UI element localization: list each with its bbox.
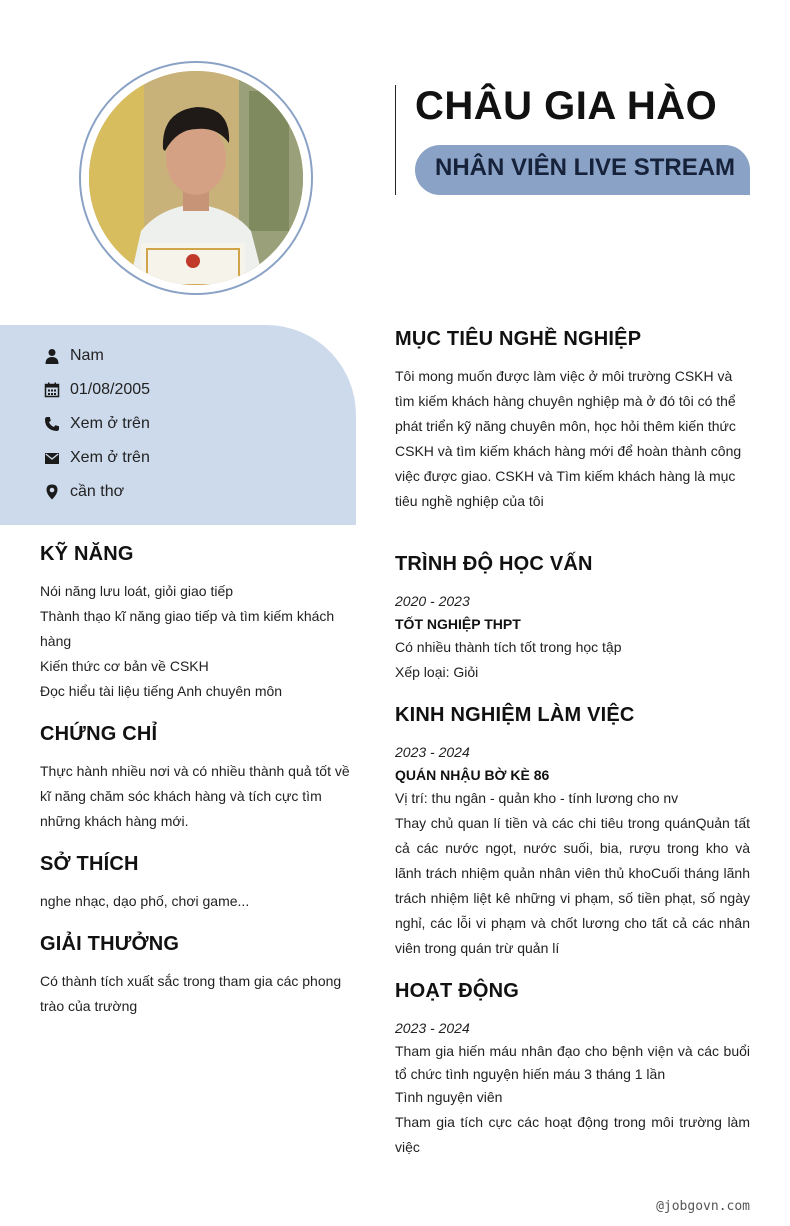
objective-heading: MỤC TIÊU NGHỀ NGHIỆP xyxy=(395,328,642,350)
experience-position: Vị trí: thu ngân - quản kho - tính lương cho nv xyxy=(395,790,679,806)
calendar-icon xyxy=(44,382,60,398)
gender-value: Nam xyxy=(70,347,104,364)
education-details xyxy=(395,635,750,685)
profile-photo xyxy=(89,71,303,285)
skill-item: Kiến thức cơ bản về CSKH xyxy=(40,658,209,674)
birthday-value: 01/08/2005 xyxy=(70,381,151,398)
address-value: cần thơ xyxy=(70,483,125,500)
awards-heading: GIẢI THƯỞNG xyxy=(40,933,180,955)
profile-photo-illustration xyxy=(89,71,303,285)
activities-period: 2023 - 2024 xyxy=(395,1020,470,1036)
certificates-text: Thực hành nhiều nơi và có nhiều thành quả tốt về kĩ năng chăm sóc khách hàng và tích cực tìm những khách hàng mới. xyxy=(40,763,350,829)
education-period: 2020 - 2023 xyxy=(395,593,470,609)
skills-list xyxy=(40,579,350,704)
contact-gender xyxy=(44,344,104,368)
phone-icon xyxy=(44,416,60,432)
education-line: Xếp loại: Giỏi xyxy=(395,664,479,680)
education-line: Có nhiều thành tích tốt trong học tập xyxy=(395,639,622,655)
watermark: @jobgovn.com xyxy=(656,1199,750,1214)
activities-line: Tình nguyện viên xyxy=(395,1089,503,1105)
full-name: CHÂU GIA HÀO xyxy=(415,84,718,128)
person-icon xyxy=(44,348,60,364)
skill-item: Nói năng lưu loát, giỏi giao tiếp xyxy=(40,583,234,599)
awards-text: Có thành tích xuất sắc trong tham gia các phong trào của trường xyxy=(40,973,342,1014)
experience-description: Thay chủ quan lí tiền và các chi tiêu trong quánQuản tất cả các nước ngọt, nước suối, bia, rượu trong kho và lãnh trách nhiệm quản nhân viên thủ khoCuối tháng lãnh trách nhiệm liệt kê những vi phạm, số tiền phạt, số ngày nghỉ, các lỗi vi phạm và chốt lương cho tất cả các nhân viên trong quán trừ quản lí xyxy=(395,815,750,956)
activities-line: Tham gia hiến máu nhân đạo cho bệnh viện và các buổi tổ chức tình nguyện hiến máu 3 tháng 1 lần xyxy=(395,1043,750,1082)
header-divider xyxy=(395,85,396,195)
experience-heading: KINH NGHIỆM LÀM VIỆC xyxy=(395,704,635,726)
contact-birthday xyxy=(44,378,150,402)
phone-value: Xem ở trên xyxy=(70,415,150,432)
hobbies-heading: SỞ THÍCH xyxy=(40,853,139,875)
experience-company: QUÁN NHẬU BỜ KÈ 86 xyxy=(395,767,550,783)
certificates-heading: CHỨNG CHỈ xyxy=(40,723,158,745)
experience-period: 2023 - 2024 xyxy=(395,744,470,760)
contact-email xyxy=(44,446,150,470)
activities-line: Tham gia tích cực các hoạt động trong môi trường làm việc xyxy=(395,1114,750,1155)
skills-heading: KỸ NĂNG xyxy=(40,543,134,565)
hobbies-text: nghe nhạc, dạo phố, chơi game... xyxy=(40,893,250,909)
contact-phone xyxy=(44,412,150,436)
mail-icon xyxy=(44,450,60,466)
location-pin-icon xyxy=(44,484,60,500)
skill-item: Đọc hiểu tài liệu tiếng Anh chuyên môn xyxy=(40,683,283,699)
contact-address xyxy=(44,480,124,504)
skill-item: Thành thạo kĩ năng giao tiếp và tìm kiếm khách hàng xyxy=(40,608,335,649)
job-title: NHÂN VIÊN LIVE STREAM xyxy=(435,154,736,181)
objective-text: Tôi mong muốn được làm việc ở môi trường CSKH và tìm kiếm khách hàng chuyên nghiệp mà ở đó tôi có thể phát triển kỹ năng chuyên môn, học hỏi thêm kiến thức CSKH và tìm kiếm khách hàng mới để hoàn thành công việc được giao. CSKH và Tìm kiếm khách hàng là mục tiêu nghề nghiệp của tôi xyxy=(395,368,742,509)
email-value: Xem ở trên xyxy=(70,449,150,466)
education-heading: TRÌNH ĐỘ HỌC VẤN xyxy=(395,553,593,575)
education-school: TỐT NGHIỆP THPT xyxy=(395,616,521,632)
activities-heading: HOẠT ĐỘNG xyxy=(395,980,520,1002)
